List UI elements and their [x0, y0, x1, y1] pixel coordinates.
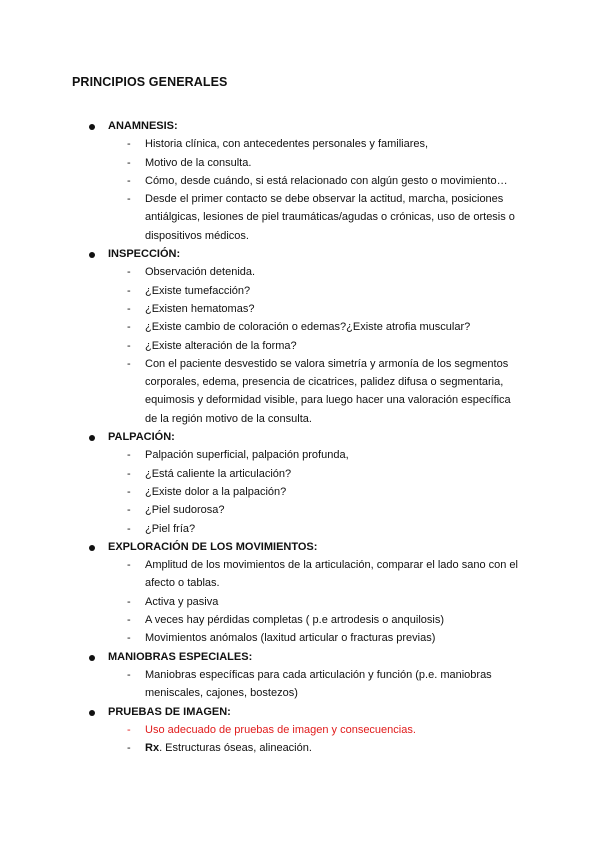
item-text: ¿Existe tumefacción? — [145, 284, 251, 297]
list-item — [0, 300, 600, 318]
item-text: Palpación superficial, palpación profunda, — [145, 449, 349, 462]
list-item — [0, 337, 600, 355]
list-item — [0, 355, 600, 428]
dash-marker: - — [127, 632, 131, 645]
item-text: Observación detenida. — [145, 266, 256, 279]
section-label: PALPACIÓN: — [108, 431, 175, 444]
item-text: Maniobras específicas para cada articulación y función (p.e. maniobras meniscales, cajones, bostezos) — [145, 668, 492, 700]
section — [0, 117, 600, 245]
dash-marker: - — [127, 302, 131, 315]
section-heading — [0, 117, 600, 135]
list-item — [0, 666, 600, 703]
list-item — [0, 520, 600, 538]
bullet-icon — [89, 545, 95, 551]
list-item — [0, 135, 600, 153]
section — [0, 245, 600, 428]
list-item — [0, 556, 600, 593]
bullet-icon — [89, 435, 95, 441]
dash-marker: - — [127, 284, 131, 297]
item-text: Movimientos anómalos (laxitud articular o fracturas previas) — [145, 632, 436, 645]
dash-marker: - — [127, 266, 131, 279]
dash-marker: - — [127, 357, 131, 370]
list-item — [0, 318, 600, 336]
item-text: ¿Piel sudorosa? — [145, 504, 225, 517]
list-item — [0, 721, 600, 739]
item-text: Uso adecuado de pruebas de imagen y consecuencias. — [145, 723, 416, 736]
dash-marker: - — [127, 321, 131, 334]
dash-marker: - — [127, 339, 131, 352]
bullet-icon — [89, 655, 95, 661]
dash-marker: - — [127, 138, 131, 151]
section-heading — [0, 538, 600, 556]
list-item — [0, 172, 600, 190]
list-item — [0, 465, 600, 483]
list-item — [0, 611, 600, 629]
section-heading — [0, 648, 600, 666]
item-text: ¿Existen hematomas? — [145, 302, 255, 315]
section-label: INSPECCIÓN: — [108, 248, 181, 261]
dash-marker: - — [127, 193, 131, 206]
item-text: Con el paciente desvestido se valora simetría y armonía de los segmentos corporales, edema, presencia de cicatrices, palidez difusa o segmentaria, equimosis y deformidad visible, para luego hacer una valoración específica de la región motivo de la consulta. — [145, 357, 511, 425]
dash-marker: - — [127, 522, 131, 535]
dash-marker: - — [127, 559, 131, 572]
item-text: Historia clínica, con antecedentes personales y familiares, — [145, 138, 429, 151]
dash-marker: - — [127, 723, 131, 736]
item-text: ¿Existe cambio de coloración o edemas?¿Existe atrofia muscular? — [145, 321, 471, 334]
list-item — [0, 282, 600, 300]
list-item — [0, 446, 600, 464]
section — [0, 538, 600, 648]
dash-marker: - — [127, 449, 131, 462]
item-text: ¿Existe alteración de la forma? — [145, 339, 297, 352]
dash-marker: - — [127, 614, 131, 627]
item-text: Motivo de la consulta. — [145, 156, 252, 169]
page-title: PRINCIPIOS GENERALES — [72, 75, 228, 89]
item-text: Desde el primer contacto se debe observar la actitud, marcha, posiciones antiálgicas, lesiones de piel traumáticas/agudas o crónicas, uso de ortesis o dispositivos médicos. — [145, 193, 515, 242]
section-heading — [0, 703, 600, 721]
dash-marker: - — [127, 742, 131, 755]
list-item — [0, 190, 600, 245]
bullet-icon — [89, 252, 95, 258]
list-item — [0, 739, 600, 757]
item-text: . Estructuras óseas, alineación. — [159, 742, 312, 755]
item-text: Activa y pasiva — [145, 595, 219, 608]
section-label: EXPLORACIÓN DE LOS MOVIMIENTOS: — [108, 540, 318, 553]
dash-marker: - — [127, 595, 131, 608]
dash-marker: - — [127, 504, 131, 517]
dash-marker: - — [127, 485, 131, 498]
section-label: PRUEBAS DE IMAGEN: — [108, 705, 231, 718]
section-label: ANAMNESIS: — [108, 120, 178, 132]
item-text: Cómo, desde cuándo, si está relacionado con algún gesto o movimiento… — [145, 174, 508, 187]
item-text: A veces hay pérdidas completas ( p.e artrodesis o anquilosis) — [145, 614, 444, 627]
list-item — [0, 629, 600, 647]
list-item — [0, 593, 600, 611]
item-text: ¿Piel fría? — [145, 522, 196, 535]
dash-marker: - — [127, 156, 131, 169]
dash-marker: - — [127, 467, 131, 480]
section-heading — [0, 245, 600, 263]
list-item — [0, 501, 600, 519]
bullet-icon — [89, 124, 95, 130]
list-item — [0, 263, 600, 281]
dash-marker: - — [127, 174, 131, 187]
item-text: Amplitud de los movimientos de la articulación, comparar el lado sano con el afecto o tablas. — [145, 559, 518, 590]
section-label: MANIOBRAS ESPECIALES: — [108, 650, 253, 663]
item-lead: Rx — [145, 742, 160, 755]
section — [0, 428, 600, 538]
section — [0, 703, 600, 758]
section — [0, 648, 600, 703]
list-item — [0, 483, 600, 501]
outline-list — [0, 117, 600, 757]
item-text: ¿Existe dolor a la palpación? — [145, 485, 287, 498]
dash-marker: - — [127, 668, 131, 681]
bullet-icon — [89, 710, 95, 716]
section-heading — [0, 428, 600, 446]
list-item — [0, 154, 600, 172]
item-text: ¿Está caliente la articulación? — [145, 467, 292, 480]
